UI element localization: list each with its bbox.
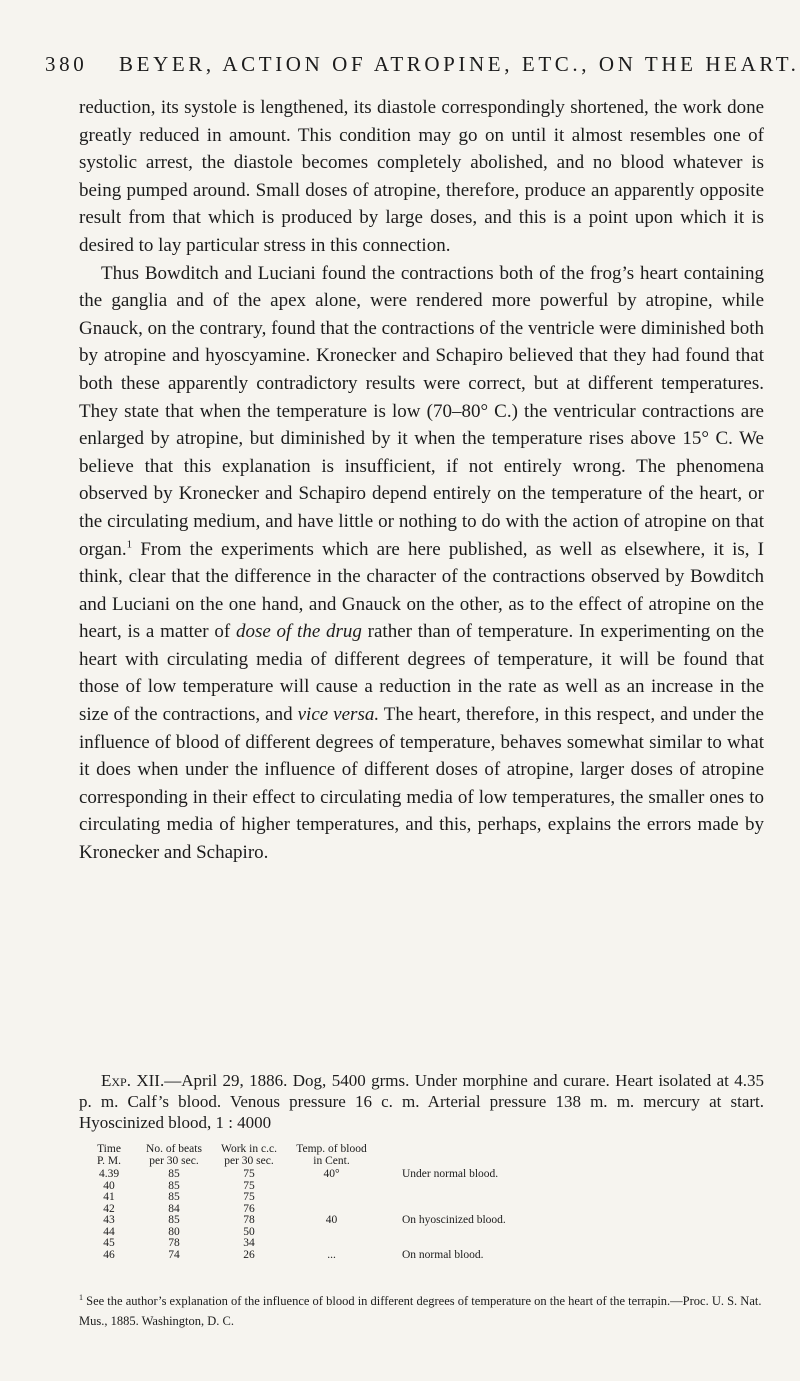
table-cell: 40° xyxy=(323,1168,340,1180)
table-row xyxy=(79,1215,602,1227)
table-cell: 74 xyxy=(168,1248,180,1261)
table-row xyxy=(79,1250,602,1262)
paragraph-2 xyxy=(79,260,764,867)
body-text xyxy=(79,94,764,867)
table-cell: 45 xyxy=(103,1237,115,1249)
table-header-cell: Work in c.c. xyxy=(221,1143,277,1155)
emphasis-dose-of-the-drug: dose of the drug xyxy=(235,621,362,643)
table-cell: 85 xyxy=(168,1168,180,1180)
table-cell xyxy=(374,1181,602,1193)
table-header-row xyxy=(79,1144,602,1156)
paragraph-1: reduction, its systole is lengthened, its diastole correspondingly shortened, the work done greatly reduced in amount. This condition may go on until it almost resembles one of systolic arrest, the diastole becomes completely abolished, and no blood whatever is being pumped around. Small doses of atropine, therefore, produce an apparently opposite result from that which is produced by large doses, and this is a point upon which it is desired to lay particular stress in this connection. xyxy=(79,97,764,256)
table-cell xyxy=(289,1192,374,1204)
paragraph-2-part-b: From the experiments which are here published, as well as elsewhere, it is, I think, clear that the difference in the character of the contractions observed by Bowditch and Luciani on the one hand, and Gnauck on the other, as to the effect of atropine on the heart, is a matter of xyxy=(79,538,764,643)
paragraph-2-part-a: Thus Bowditch and Luciani found the contractions both of the frog’s heart containing the ganglia and of the apex alone, were rendered more powerful by atropine, while Gnauck, on the contrary, found that the contractions of the ventricle were diminished both by atropine and hyoscyamine. Kronecker and Schapiro believed that they had found that both these apparently contradictory results were correct, but at different temperatures. They state that when the temperature is low (70–80° C.) the ventricular contractions are enlarged by atropine, but diminished by it when the temperature rises above 15° C. We believe that this explanation is insufficient, if not entirely wrong. The phenomena observed by Kronecker and Schapiro depend entirely on the temperature of the heart, or the circulating medium, and have little or nothing to do with the action of atropine on that organ. xyxy=(79,262,764,560)
table-row xyxy=(79,1181,602,1193)
table-row xyxy=(79,1169,602,1181)
experiment-table xyxy=(79,1144,602,1261)
footnote-text: See the author’s explanation of the influence of blood in different degrees of temperature on the heart of the terrapin.—Proc. U. S. Nat. Mus., 1885. Washington, D. C. xyxy=(79,1294,762,1329)
table-cell: 34 xyxy=(243,1237,255,1249)
table-cell: 75 xyxy=(243,1191,255,1203)
table-header-cell: Temp. of blood xyxy=(296,1143,367,1155)
table-cell: 80 xyxy=(168,1225,180,1238)
experiment-text: —April 29, 1886. Dog, 5400 grms. Under morphine and curare. Heart isolated at 4.35 p. m. Calf’s blood. Venous pressure 16 c. m. Arterial pressure 138 m. m. mercury at start. Hyoscinized blood, 1 : 4000 xyxy=(79,1071,764,1132)
table-cell: 41 xyxy=(103,1191,115,1203)
table-cell: On normal blood. xyxy=(402,1248,484,1261)
table-cell: 44 xyxy=(103,1225,115,1238)
table-header-cell: per 30 sec. xyxy=(149,1154,199,1167)
footnote xyxy=(79,1288,769,1331)
emphasis-vice-versa: vice versa. xyxy=(297,704,380,726)
table-cell xyxy=(374,1238,602,1250)
table-cell xyxy=(289,1238,374,1250)
running-header xyxy=(45,52,800,77)
footnote-reference[interactable]: 1 xyxy=(126,538,133,551)
table-cell: 78 xyxy=(243,1214,255,1226)
table-cell: 43 xyxy=(103,1214,115,1226)
paragraph-2-part-c: rather than of temperature. In experimenting on the heart with circulating media of different degrees of temperature, it will be found that those of low temperature will cause a reduction in the rate as well as an increase in the size of the contractions, and xyxy=(79,621,764,726)
table-cell: 78 xyxy=(168,1237,180,1249)
table-cell: Under normal blood. xyxy=(402,1168,499,1180)
table-header-cell: No. of beats xyxy=(146,1143,202,1155)
table-header-row xyxy=(79,1156,602,1170)
table-row xyxy=(79,1192,602,1204)
table-header-cell xyxy=(374,1144,602,1156)
table-cell xyxy=(289,1181,374,1193)
table-header-cell xyxy=(374,1156,602,1170)
table-cell: ... xyxy=(327,1248,336,1261)
table-header-cell: in Cent. xyxy=(313,1154,350,1167)
table-cell: 40 xyxy=(325,1214,338,1226)
table-header-cell: per 30 sec. xyxy=(224,1154,274,1167)
table-row xyxy=(79,1227,602,1239)
page-number: 380 xyxy=(45,52,88,76)
table-cell: 85 xyxy=(168,1214,180,1226)
running-title: BEYER, ACTION OF ATROPINE, ETC., ON THE HEART. xyxy=(119,52,800,76)
table-cell xyxy=(289,1227,374,1239)
table-cell: 46 xyxy=(103,1248,115,1261)
table-cell xyxy=(374,1227,602,1239)
table-cell: 50 xyxy=(243,1225,255,1238)
table-cell: 40 xyxy=(103,1179,115,1192)
table-cell: 76 xyxy=(243,1202,255,1215)
table-row xyxy=(79,1204,602,1216)
footnote-marker: 1 xyxy=(79,1293,83,1302)
table-cell: 75 xyxy=(243,1179,255,1192)
table-cell: 75 xyxy=(243,1168,255,1180)
table-cell: 26 xyxy=(243,1248,255,1261)
table-cell xyxy=(374,1192,602,1204)
table-header-cell: Time xyxy=(97,1143,121,1155)
experiment-label: Exp. XII. xyxy=(101,1071,165,1090)
table-cell: 85 xyxy=(168,1179,180,1192)
table-cell: On hyoscinized blood. xyxy=(402,1214,506,1226)
table-cell: 42 xyxy=(103,1202,115,1215)
table-header-cell: P. M. xyxy=(97,1154,121,1167)
table-cell: 85 xyxy=(168,1191,180,1203)
experiment-description xyxy=(79,1070,764,1133)
table-row xyxy=(79,1238,602,1250)
table-cell: 4.39 xyxy=(98,1168,120,1180)
table-cell: 84 xyxy=(168,1202,180,1215)
paragraph-2-part-d: The heart, therefore, in this respect, and under the influence of blood of different degrees of temperature, behaves somewhat similar to what it does when under the influence of different doses of atropine, larger doses of atropine corresponding in their effect to circulating media of low temperatures, the smaller ones to circulating media of higher temperatures, and this, perhaps, explains the errors made by Kronecker and Schapiro. xyxy=(79,704,764,864)
